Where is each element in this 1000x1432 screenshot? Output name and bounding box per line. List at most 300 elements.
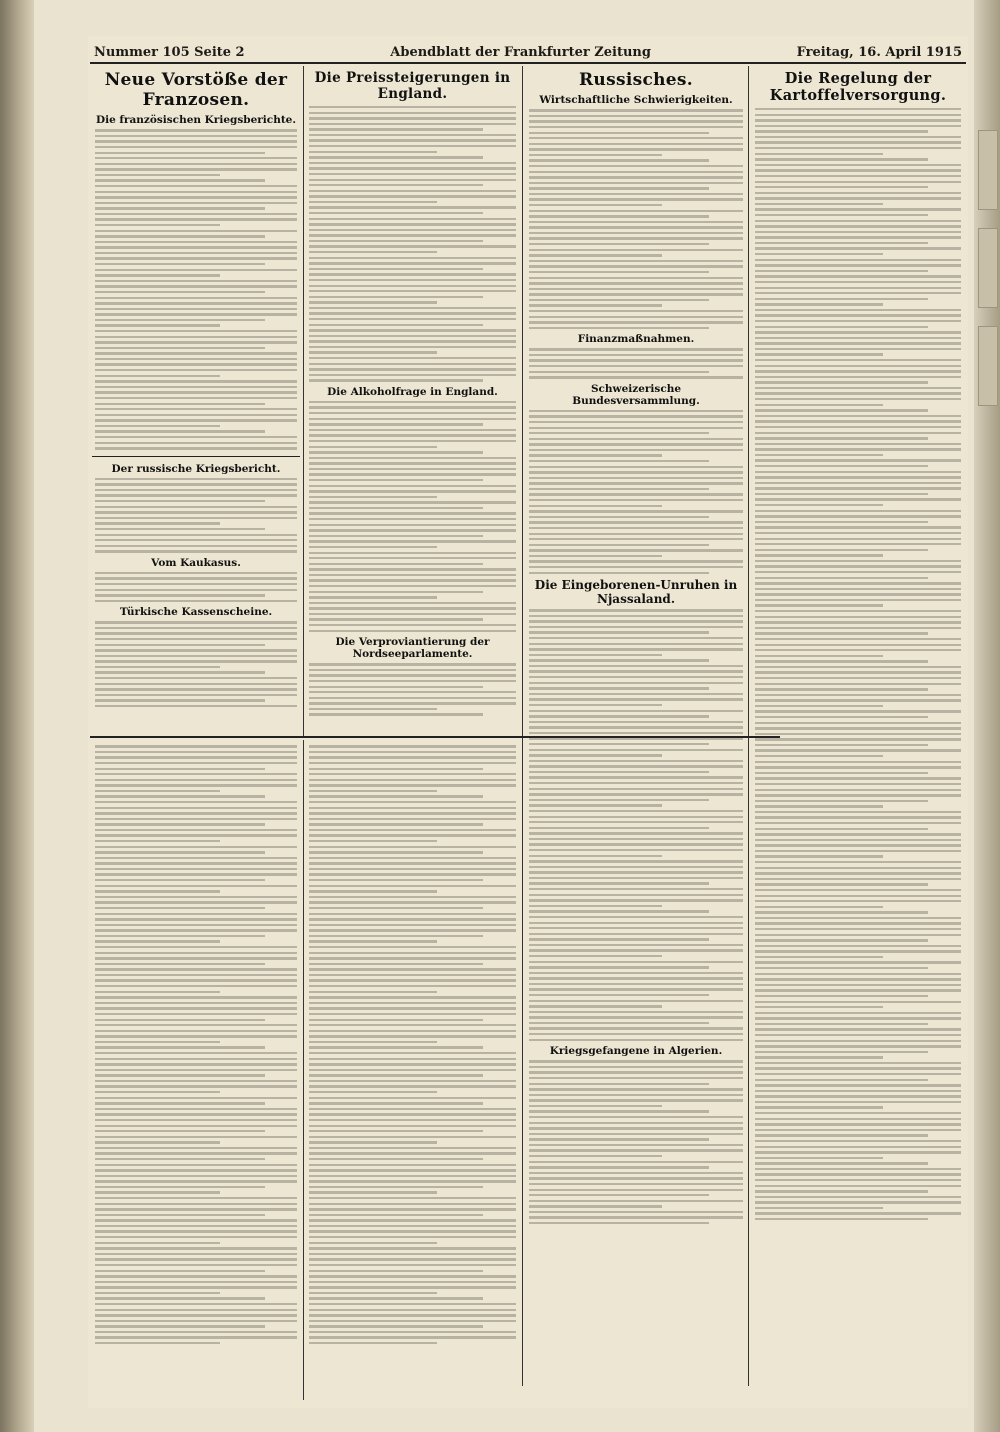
text-line	[529, 477, 743, 479]
text-line	[95, 688, 297, 690]
text-line	[95, 807, 297, 809]
text-line	[309, 790, 437, 792]
text-line	[95, 1286, 297, 1288]
text-line	[755, 560, 961, 562]
text-line	[95, 968, 297, 970]
text-line	[309, 351, 437, 353]
text-line	[95, 974, 297, 976]
text-line	[95, 1136, 297, 1138]
text-line	[755, 811, 961, 813]
text-line	[95, 677, 297, 679]
text-line	[755, 275, 961, 277]
text-line	[529, 682, 743, 684]
text-line	[755, 1129, 961, 1131]
text-line	[309, 512, 516, 514]
text-line	[309, 301, 437, 303]
text-line	[529, 821, 743, 823]
text-line	[309, 368, 516, 370]
text-line	[309, 1342, 437, 1344]
text-line	[95, 319, 265, 321]
text-line	[309, 195, 516, 197]
text-line	[309, 406, 516, 408]
text-line	[309, 1007, 516, 1009]
text-line	[529, 743, 709, 745]
text-line	[529, 721, 743, 723]
text-line	[309, 128, 483, 130]
text-line	[529, 732, 743, 734]
text-line	[95, 694, 297, 696]
text-line	[529, 555, 662, 557]
text-line	[755, 437, 928, 439]
issue-date: Freitag, 16. April 1915	[796, 45, 962, 60]
text-line	[755, 1017, 961, 1019]
text-line	[95, 168, 297, 170]
text-line	[95, 1230, 297, 1232]
text-line	[755, 1051, 928, 1053]
text-line	[309, 691, 516, 693]
text-line	[309, 1019, 483, 1021]
text-line	[95, 447, 297, 449]
article-text	[526, 609, 746, 1041]
text-line	[755, 353, 883, 355]
text-line	[755, 404, 883, 406]
text-line	[755, 432, 961, 434]
text-line	[529, 905, 662, 907]
text-line	[95, 545, 297, 547]
text-line	[529, 676, 743, 678]
text-line	[529, 109, 743, 111]
text-line	[309, 818, 516, 820]
text-line	[755, 554, 883, 556]
text-line	[529, 648, 743, 650]
text-line	[95, 213, 297, 215]
text-line	[755, 906, 883, 908]
text-line	[309, 1258, 516, 1260]
text-line	[529, 1033, 743, 1035]
text-line	[529, 226, 743, 228]
feuilleton-rule	[90, 736, 780, 738]
text-line	[309, 918, 516, 920]
text-line	[95, 1041, 220, 1043]
text-line	[309, 245, 516, 247]
text-line	[529, 499, 743, 501]
text-line	[95, 1074, 265, 1076]
text-line	[755, 1185, 961, 1187]
article-title: Die Preissteigerungen in England.	[314, 70, 511, 102]
text-line	[309, 1108, 516, 1110]
text-line	[755, 593, 961, 595]
text-line	[309, 251, 437, 253]
text-line	[309, 240, 483, 242]
section-heading: Die Verproviantierung der Nordseeparlamente.	[335, 636, 490, 660]
article-title: Die Regelung der Kartoffelversorgung.	[769, 70, 947, 104]
text-line	[755, 482, 961, 484]
text-line	[309, 473, 516, 475]
text-line	[755, 526, 961, 528]
text-line	[529, 115, 743, 117]
text-line	[309, 607, 516, 609]
text-line	[755, 141, 961, 143]
text-line	[95, 901, 297, 903]
text-line	[309, 1309, 516, 1311]
text-line	[309, 557, 516, 559]
text-line	[95, 152, 265, 154]
text-line	[309, 907, 483, 909]
text-line	[95, 336, 297, 338]
text-line	[309, 1203, 516, 1205]
text-line	[529, 527, 743, 529]
text-line	[529, 215, 709, 217]
text-line	[95, 762, 297, 764]
text-line	[755, 844, 961, 846]
text-line	[755, 677, 961, 679]
text-line	[309, 1191, 437, 1193]
text-line	[755, 649, 961, 651]
text-line	[755, 800, 928, 802]
text-line	[529, 1161, 743, 1163]
text-line	[755, 989, 961, 991]
text-line	[95, 638, 297, 640]
text-line	[529, 1105, 662, 1107]
text-line	[529, 421, 743, 423]
text-line	[95, 157, 297, 159]
text-line	[309, 957, 516, 959]
text-line	[529, 359, 743, 361]
text-line	[309, 1325, 483, 1327]
text-line	[309, 1119, 516, 1121]
text-line	[95, 1069, 297, 1071]
text-line	[309, 613, 516, 615]
article-text	[752, 108, 964, 1220]
text-line	[755, 839, 961, 841]
text-line	[755, 1118, 961, 1120]
text-line	[309, 1136, 516, 1138]
text-line	[95, 386, 297, 388]
text-line	[755, 147, 961, 149]
text-line	[309, 940, 437, 942]
text-line	[529, 132, 709, 134]
text-line	[95, 940, 220, 942]
text-line	[529, 776, 743, 778]
text-line	[95, 621, 297, 623]
section-heading: Türkische Kassenscheine.	[119, 606, 273, 619]
text-line	[95, 1147, 297, 1149]
text-line	[529, 754, 662, 756]
text-line	[755, 242, 928, 244]
text-line	[309, 697, 516, 699]
text-line	[309, 1175, 516, 1177]
text-line	[755, 259, 961, 261]
text-line	[755, 387, 961, 389]
text-line	[309, 868, 516, 870]
text-line	[95, 363, 297, 365]
text-line	[95, 996, 297, 998]
text-line	[95, 324, 220, 326]
text-line	[529, 654, 662, 656]
feuilleton-column-1	[92, 742, 300, 1402]
text-line	[755, 331, 961, 333]
text-line	[529, 1088, 743, 1090]
text-line	[95, 246, 297, 248]
text-line	[95, 1097, 297, 1099]
text-line	[755, 1001, 961, 1003]
text-line	[309, 479, 483, 481]
text-line	[755, 320, 961, 322]
text-line	[755, 956, 883, 958]
text-line	[95, 442, 297, 444]
text-line	[529, 510, 743, 512]
text-line	[529, 187, 709, 189]
text-line	[529, 972, 743, 974]
text-line	[309, 462, 516, 464]
text-line	[529, 1133, 743, 1135]
text-line	[309, 357, 516, 359]
text-line	[529, 348, 743, 350]
text-line	[755, 995, 928, 997]
text-line	[309, 1247, 516, 1249]
text-line	[95, 1024, 297, 1026]
text-line	[309, 879, 483, 881]
text-line	[309, 446, 437, 448]
text-line	[755, 381, 928, 383]
text-line	[529, 443, 743, 445]
text-line	[95, 269, 297, 271]
text-line	[529, 137, 743, 139]
text-line	[529, 288, 743, 290]
text-line	[95, 795, 265, 797]
text-line	[529, 316, 743, 318]
text-line	[95, 784, 297, 786]
text-line	[529, 1183, 743, 1185]
text-line	[95, 408, 297, 410]
text-line	[309, 485, 516, 487]
text-line	[755, 225, 961, 227]
text-line	[309, 756, 516, 758]
text-line	[529, 120, 743, 122]
text-line	[529, 955, 662, 957]
text-line	[95, 1080, 297, 1082]
text-line	[529, 1200, 743, 1202]
text-line	[529, 910, 709, 912]
text-line	[95, 1203, 297, 1205]
text-line	[755, 420, 961, 422]
text-line	[755, 1123, 961, 1125]
text-line	[755, 1090, 961, 1092]
text-line	[95, 1258, 297, 1260]
text-line	[95, 1175, 297, 1177]
text-line	[95, 1342, 220, 1344]
text-line	[755, 487, 961, 489]
text-line	[755, 895, 961, 897]
text-line	[95, 751, 297, 753]
text-line	[755, 465, 928, 467]
text-line	[309, 134, 516, 136]
text-line	[309, 1164, 516, 1166]
text-line	[755, 928, 961, 930]
text-line	[755, 1218, 928, 1220]
section-heading: Vom Kaukasus.	[151, 556, 241, 569]
text-line	[529, 327, 709, 329]
text-line	[95, 946, 297, 948]
text-line	[529, 927, 743, 929]
article-text	[306, 663, 519, 716]
text-line	[529, 438, 743, 440]
text-line	[309, 296, 483, 298]
text-line	[529, 148, 743, 150]
text-line	[309, 1169, 516, 1171]
text-line	[95, 952, 297, 954]
text-line	[95, 823, 265, 825]
text-line	[95, 1113, 297, 1115]
text-line	[755, 186, 928, 188]
text-line	[309, 1130, 483, 1132]
text-line	[529, 1060, 743, 1062]
text-line	[95, 274, 220, 276]
text-line	[309, 857, 516, 859]
text-line	[529, 838, 743, 840]
text-line	[755, 158, 928, 160]
text-line	[529, 899, 743, 901]
text-line	[95, 812, 297, 814]
text-line	[755, 476, 961, 478]
text-line	[755, 164, 961, 166]
text-line	[95, 185, 297, 187]
text-line	[95, 179, 265, 181]
text-line	[755, 443, 961, 445]
text-line	[95, 745, 297, 747]
text-line	[95, 627, 297, 629]
text-line	[529, 182, 743, 184]
text-line	[755, 376, 961, 378]
text-line	[755, 208, 961, 210]
text-line	[95, 660, 297, 662]
text-line	[95, 280, 297, 282]
text-line	[529, 1000, 743, 1002]
text-line	[529, 454, 662, 456]
text-line	[95, 790, 220, 792]
text-line	[309, 1125, 516, 1127]
text-line	[95, 517, 297, 519]
text-line	[755, 359, 961, 361]
text-line	[95, 313, 297, 315]
text-line	[95, 840, 220, 842]
text-line	[529, 871, 743, 873]
text-line	[529, 1027, 743, 1029]
text-line	[529, 221, 743, 223]
text-line	[95, 885, 297, 887]
text-line	[95, 671, 265, 673]
text-line	[755, 326, 928, 328]
text-line	[309, 1286, 516, 1288]
text-line	[529, 1144, 743, 1146]
text-line	[95, 929, 297, 931]
text-line	[755, 214, 928, 216]
text-line	[309, 434, 516, 436]
text-line	[755, 409, 928, 411]
page-tab	[978, 130, 998, 210]
text-line	[309, 1303, 516, 1305]
text-line	[309, 1046, 483, 1048]
text-line	[95, 896, 297, 898]
text-line	[309, 429, 516, 431]
text-line	[95, 913, 297, 915]
page-header	[90, 40, 966, 64]
text-line	[309, 167, 516, 169]
text-line	[529, 277, 743, 279]
text-line	[309, 1052, 516, 1054]
text-line	[309, 496, 437, 498]
text-line	[755, 181, 961, 183]
text-line	[95, 129, 297, 131]
text-line	[95, 358, 297, 360]
text-line	[95, 191, 297, 193]
text-line	[309, 117, 516, 119]
text-line	[529, 977, 743, 979]
text-line	[309, 913, 516, 915]
text-line	[309, 840, 437, 842]
text-line	[95, 1236, 297, 1238]
text-line	[309, 963, 483, 965]
text-line	[755, 292, 961, 294]
text-line	[309, 801, 516, 803]
book-binding	[0, 0, 34, 1432]
text-line	[529, 516, 709, 518]
text-line	[529, 415, 743, 417]
text-line	[755, 922, 961, 924]
text-line	[95, 600, 297, 602]
text-line	[755, 136, 961, 138]
text-line	[95, 644, 265, 646]
text-line	[309, 1113, 516, 1115]
text-line	[529, 466, 743, 468]
text-line	[529, 765, 743, 767]
text-line	[755, 766, 961, 768]
text-line	[755, 588, 961, 590]
text-line	[95, 1314, 297, 1316]
text-line	[309, 273, 516, 275]
text-line	[755, 1179, 961, 1181]
text-line	[95, 857, 297, 859]
text-line	[529, 609, 743, 611]
text-line	[755, 777, 961, 779]
text-line	[755, 710, 961, 712]
text-line	[95, 699, 265, 701]
text-line	[529, 371, 709, 373]
text-line	[95, 991, 220, 993]
text-line	[309, 1080, 516, 1082]
text-line	[309, 1242, 437, 1244]
text-line	[95, 1309, 297, 1311]
text-line	[95, 756, 297, 758]
text-line	[309, 335, 516, 337]
text-line	[755, 459, 961, 461]
text-line	[529, 410, 743, 412]
text-line	[95, 1130, 265, 1132]
text-line	[529, 933, 743, 935]
text-line	[529, 877, 743, 879]
section-heading: Der russische Kriegsbericht.	[111, 462, 281, 475]
text-line	[309, 1030, 516, 1032]
text-line	[309, 285, 516, 287]
text-line	[95, 1058, 297, 1060]
text-line	[755, 114, 961, 116]
text-line	[309, 686, 483, 688]
text-line	[755, 314, 961, 316]
text-line	[529, 882, 709, 884]
text-line	[309, 669, 516, 671]
text-line	[529, 1189, 743, 1191]
text-line	[309, 529, 516, 531]
